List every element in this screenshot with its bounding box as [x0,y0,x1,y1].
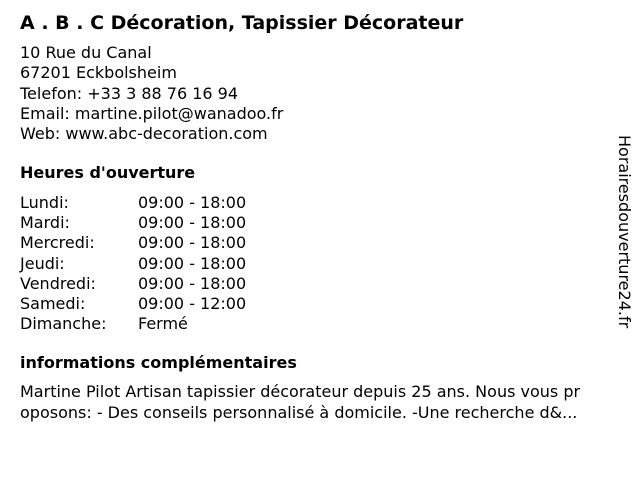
phone-line[interactable]: Telefon: +33 3 88 76 16 94 [20,83,239,103]
address-street: 10 Rue du Canal [20,43,152,62]
address-city: 67201 Eckbolsheim [20,63,177,83]
hours-time: 09:00 - 18:00 [138,233,247,253]
hours-day: Lundi: [20,193,69,212]
hours-day: Vendredi: [20,273,96,293]
hours-time: 09:00 - 18:00 [138,253,247,273]
hours-day: Mercredi: [20,233,95,253]
info-line: Martine Pilot Artisan tapissier décorateur depuis 25 ans. Nous vous pr [20,382,581,401]
hours-time: Fermé [138,314,188,334]
hours-day: Jeudi: [20,253,65,273]
contact-block [20,43,283,144]
web-line[interactable]: Web: www.abc-decoration.com [20,124,268,144]
info-line: oposons: - Des conseils personnalisé à domicile. -Une recherche d&... [20,402,578,422]
hours-day: Samedi: [20,293,86,313]
business-title: A . B . C Décoration, Tapissier Décorateur [20,12,464,34]
hours-time: 09:00 - 18:00 [138,273,247,293]
site-watermark: Horairesdouverture24.fr [615,135,634,329]
hours-day: Mardi: [20,213,70,233]
hours-day: Dimanche: [20,314,107,334]
info-description [20,382,632,423]
hours-time: 09:00 - 18:00 [138,213,247,233]
info-heading: informations complémentaires [20,353,297,372]
hours-heading: Heures d'ouverture [20,163,196,182]
hours-time: 09:00 - 18:00 [138,193,247,212]
email-line[interactable]: Email: martine.pilot@wanadoo.fr [20,103,284,123]
hours-time: 09:00 - 12:00 [138,293,247,313]
